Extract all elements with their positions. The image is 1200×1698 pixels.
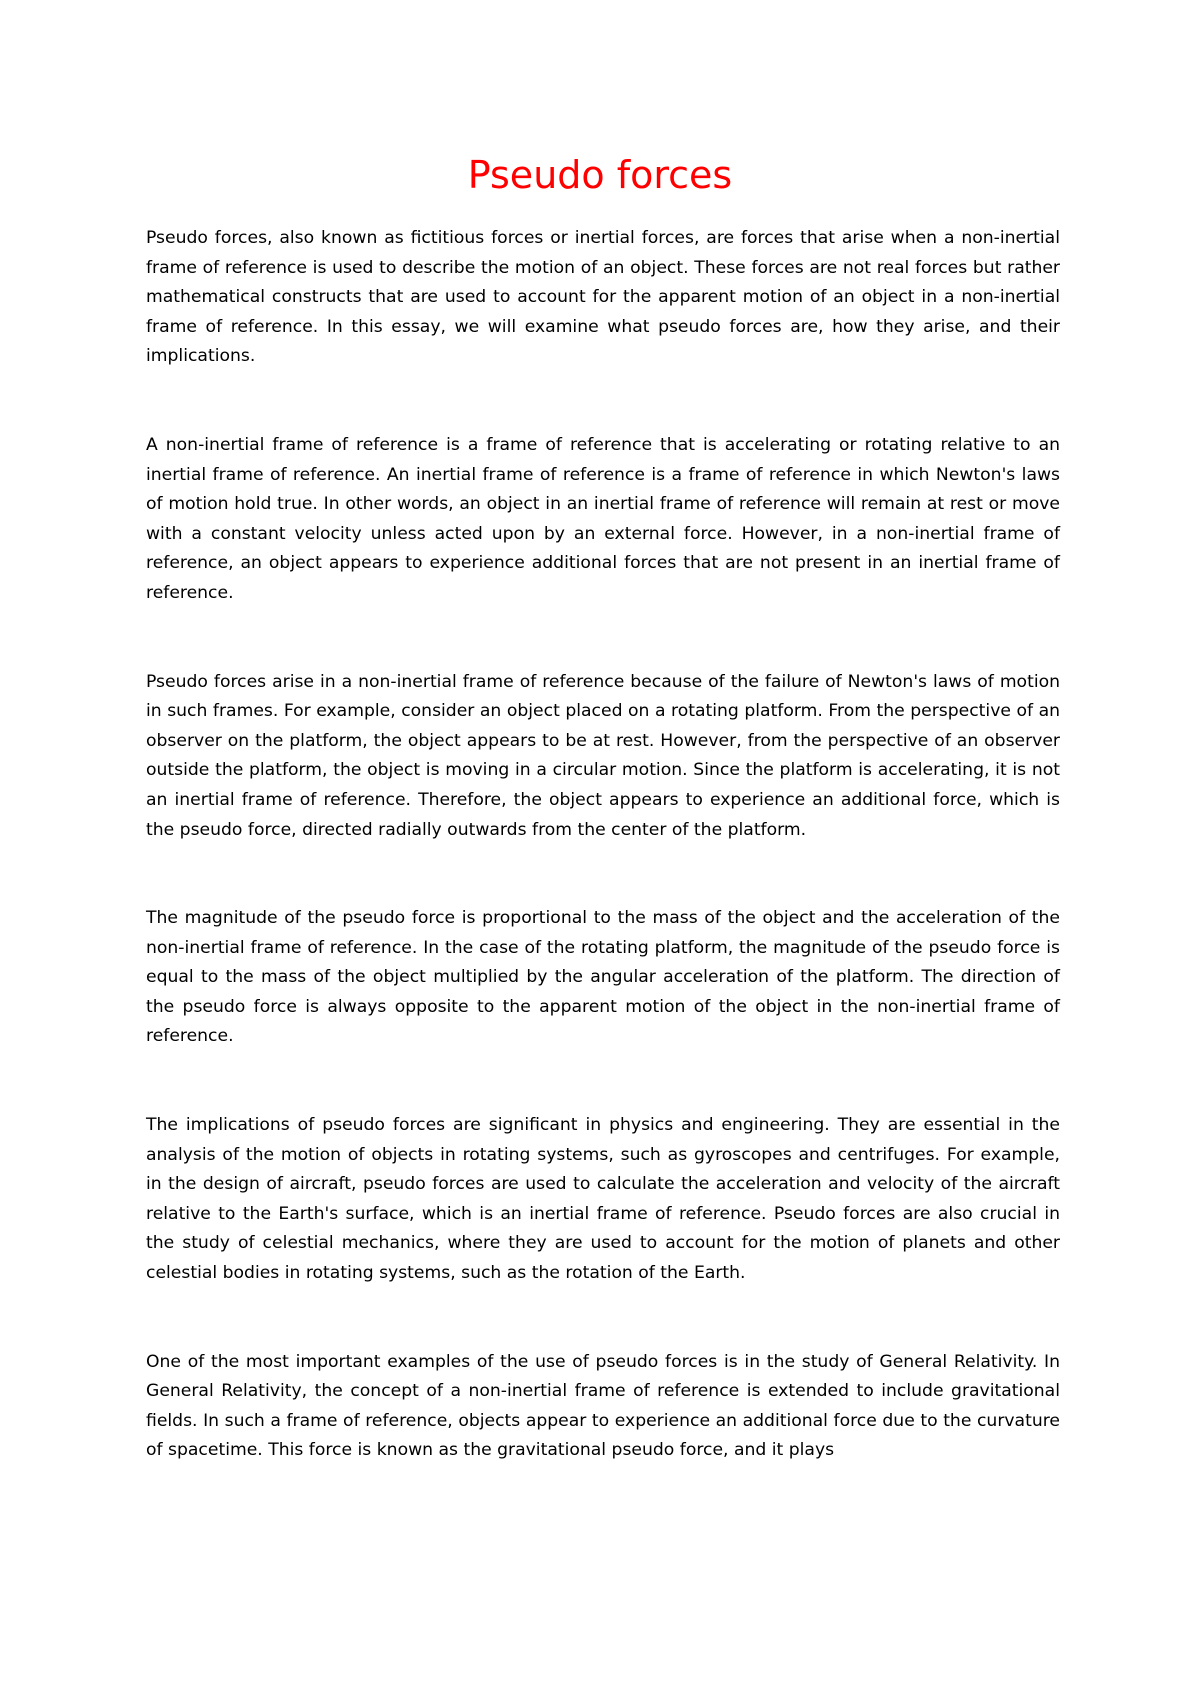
paragraph-magnitude: The magnitude of the pseudo force is proportional to the mass of the object and the acceleration of the non-inertial frame of reference. In the case of the rotating platform, the magnitude of the pseudo force is equal to the mass of the object multiplied by the angular acceleration of the platform. The direction of the pseudo force is always opposite to the apparent motion of the object in the non-inertial frame of reference. (146, 908, 1060, 1047)
paragraph-non-inertial-frame: A non-inertial frame of reference is a frame of reference that is accelerating or rotating relative to an inertial frame of reference. An inertial frame of reference is a frame of reference in which Newton's laws of motion hold true. In other words, an object in an inertial frame of reference will remain at rest or move with a constant velocity unless acted upon by an external force. However, in a non-inertial frame of reference, an object appears to experience additional forces that are not present in an inertial frame of reference. (146, 434, 1060, 603)
paragraph-how-they-arise: Pseudo forces arise in a non-inertial frame of reference because of the failure of Newton's laws of motion in such frames. For example, consider an object placed on a rotating platform. From the perspective of an observer on the platform, the object appears to be at rest. However, from the perspective of an observer outside the platform, the object is moving in a circular motion. Since the platform is accelerating, it is not an inertial frame of reference. Therefore, the object appears to experience an additional force, which is the pseudo force, directed radially outwards from the center of the platform. (146, 671, 1060, 840)
paragraph-general-relativity: One of the most important examples of the use of pseudo forces is in the study of General Relativity. In General Relativity, the concept of a non-inertial frame of reference is extended to include gravitational fields. In such a frame of reference, objects appear to experience an additional force due to the curvature of spacetime. This force is known as the gravitational pseudo force, and it plays (146, 1351, 1060, 1461)
page-title: Pseudo forces (467, 153, 733, 197)
paragraph-implications: The implications of pseudo forces are significant in physics and engineering. They are essential in the analysis of the motion of objects in rotating systems, such as gyroscopes and centrifuges. For example, in the design of aircraft, pseudo forces are used to calculate the acceleration and velocity of the aircraft relative to the Earth's surface, which is an inertial frame of reference. Pseudo forces are also crucial in the study of celestial mechanics, where they are used to account for the motion of planets and other celestial bodies in rotating systems, such as the rotation of the Earth. (146, 1115, 1060, 1284)
document-body (146, 224, 1060, 1525)
paragraph-intro: Pseudo forces, also known as fictitious forces or inertial forces, are forces that arise when a non-inertial frame of reference is used to describe the motion of an object. These forces are not real forces but rather mathematical constructs that are used to account for the apparent motion of an object in a non-inertial frame of reference. In this essay, we will examine what pseudo forces are, how they arise, and their implications. (146, 228, 1060, 367)
